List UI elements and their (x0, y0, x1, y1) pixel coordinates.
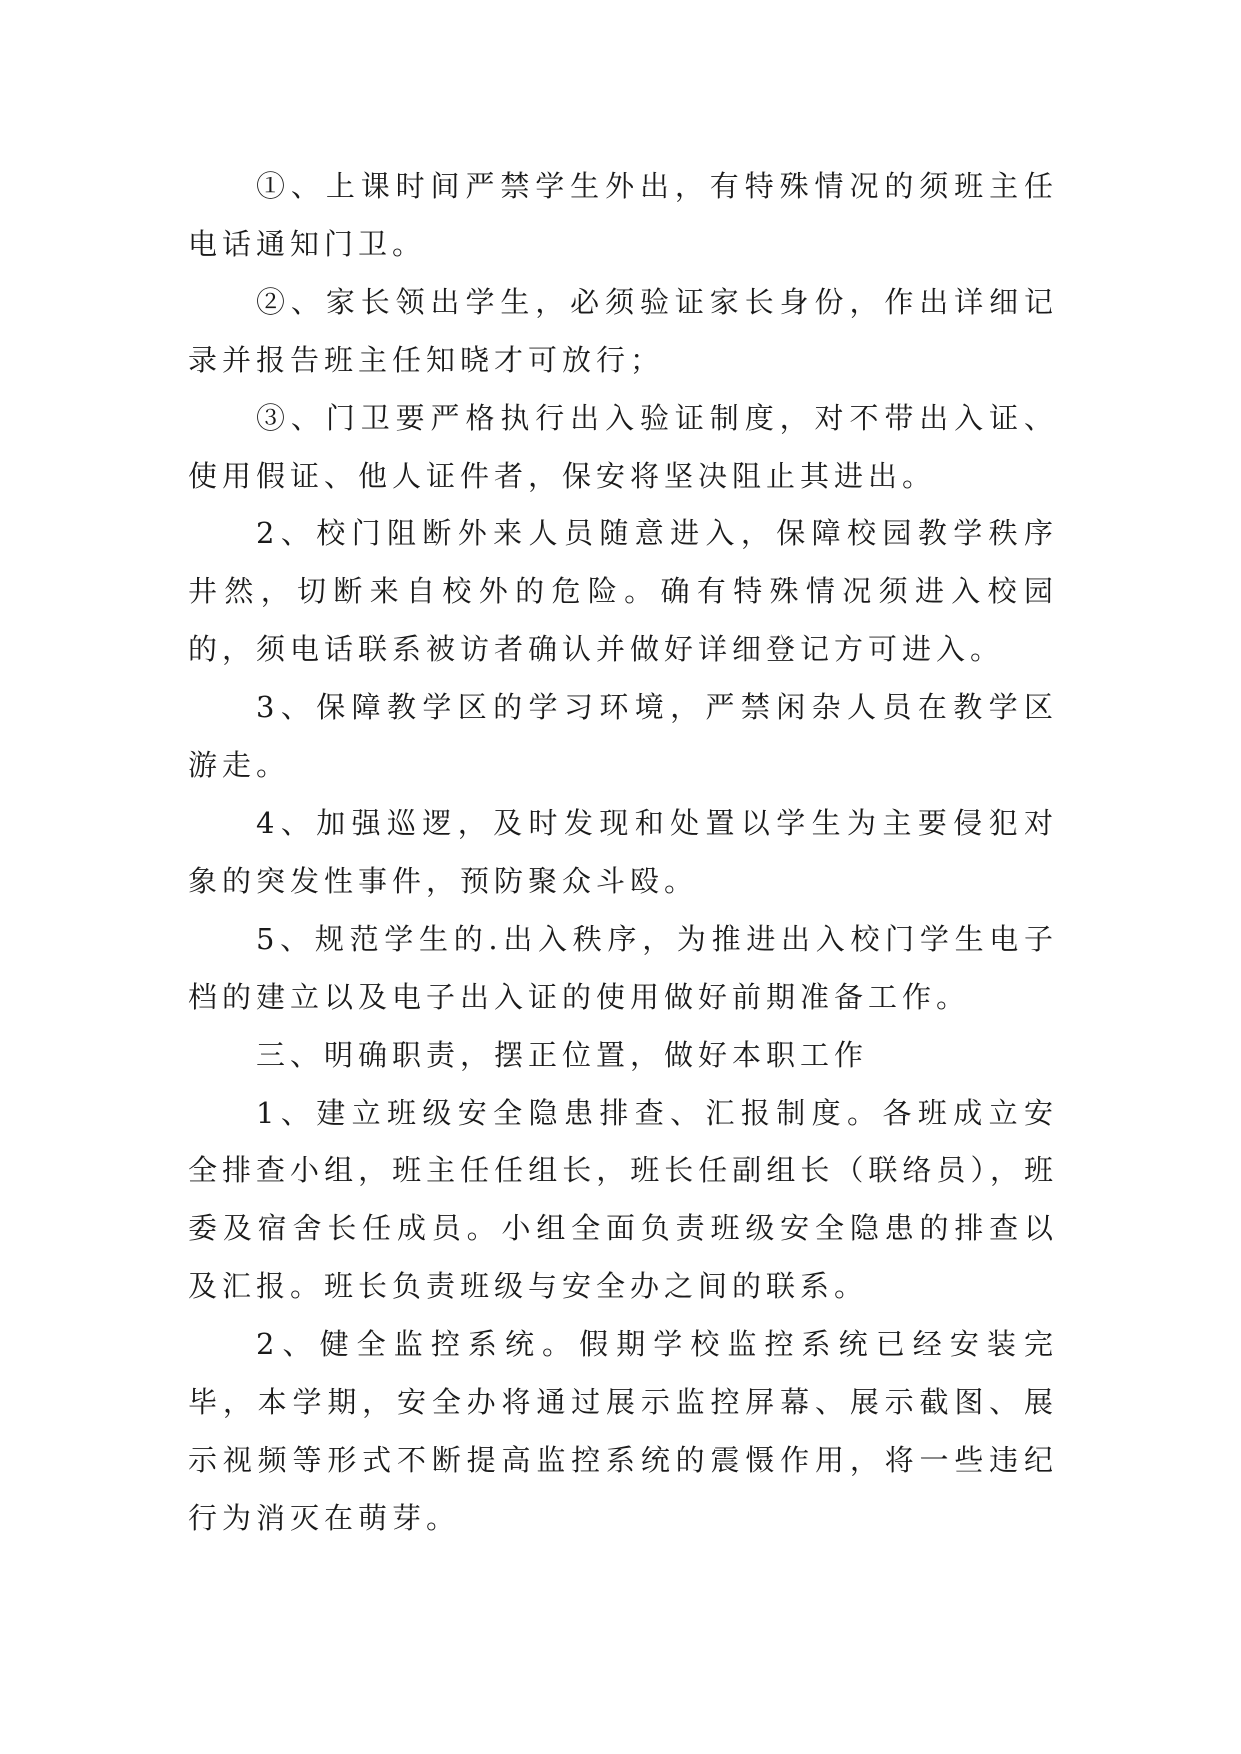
document-body (188, 158, 1058, 1548)
paragraph-class-safety: 1、建立班级安全隐患排查、汇报制度。各班成立安全排查小组，班主任任组长，班长任副组长（联络员），班委及宿舍长任成员。小组全面负责班级安全隐患的排查以及汇报。班长负责班级与安全办之间的联系。 (188, 1095, 1058, 1304)
paragraph-teaching-area: 3、保障教学区的学习环境，严禁闲杂人员在教学区游走。 (188, 690, 1058, 783)
section-heading: 三、明确职责，摆正位置，做好本职工作 (256, 1037, 869, 1072)
paragraph-patrol: 4、加强巡逻，及时发现和处置以学生为主要侵犯对象的突发性事件，预防聚众斗殴。 (188, 805, 1058, 898)
paragraph-item-2: ②、家长领出学生，必须验证家长身份，作出详细记录并报告班主任知晓才可放行； (188, 284, 1058, 377)
paragraph-item-3: ③、门卫要严格执行出入验证制度，对不带出入证、使用假证、他人证件者，保安将坚决阻止其进出。 (188, 400, 1058, 493)
paragraph-entry-order: 5、规范学生的.出入秩序，为推进出入校门学生电子档的建立以及电子出入证的使用做好前期准备工作。 (188, 921, 1058, 1014)
paragraph-monitoring: 2、健全监控系统。假期学校监控系统已经安装完毕，本学期，安全办将通过展示监控屏幕、展示截图、展示视频等形式不断提高监控系统的震慑作用，将一些违纪行为消灭在萌芽。 (188, 1327, 1058, 1535)
paragraph-school-gate: 2、校门阻断外来人员随意进入，保障校园教学秩序井然，切断来自校外的危险。确有特殊情况须进入校园的，须电话联系被访者确认并做好详细登记方可进入。 (188, 516, 1058, 667)
paragraph-item-1: ①、上课时间严禁学生外出，有特殊情况的须班主任电话通知门卫。 (188, 169, 1058, 261)
